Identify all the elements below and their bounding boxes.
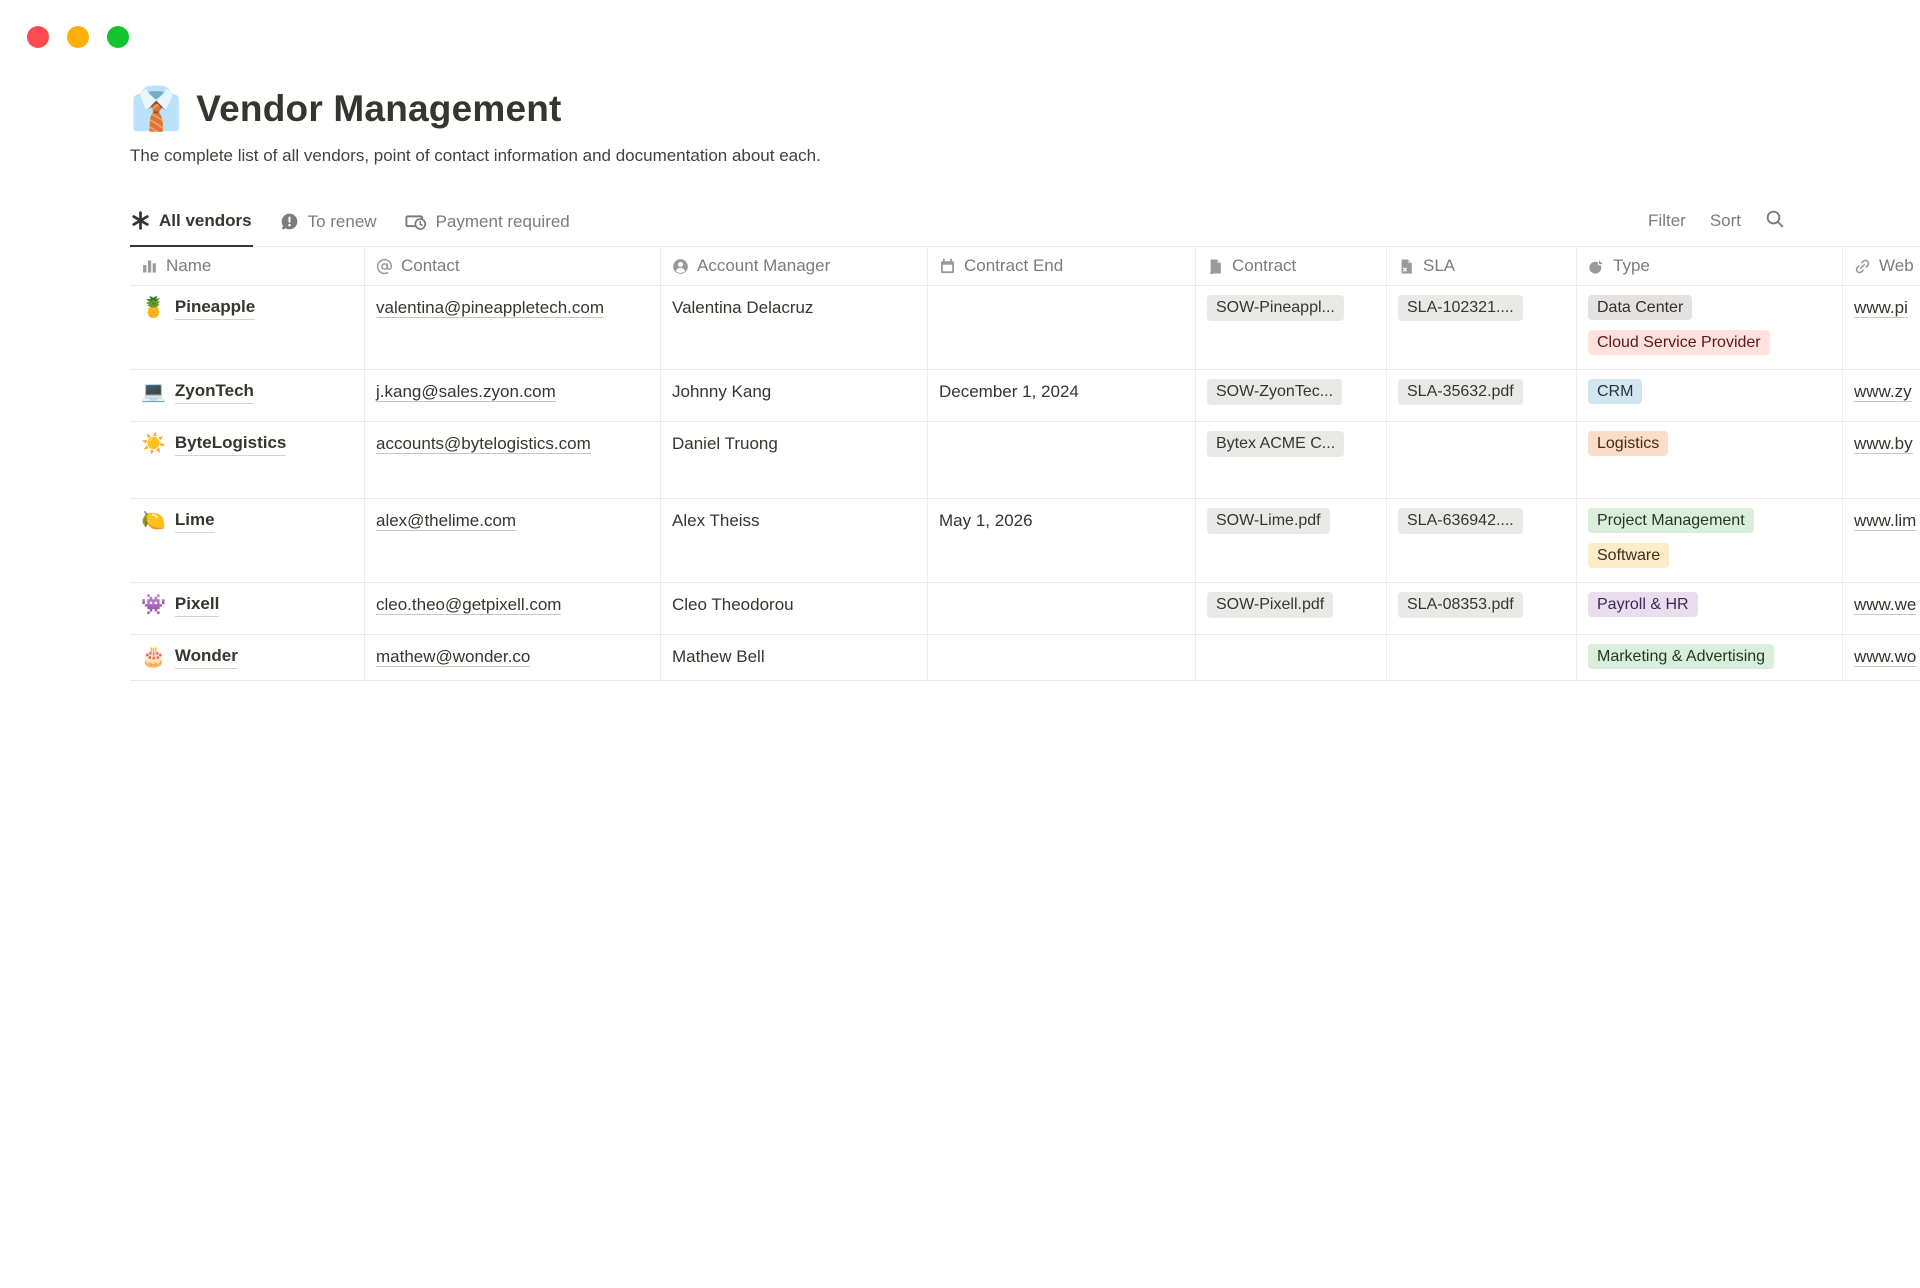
contract-end-cell[interactable] [928,422,1196,498]
account-manager-cell[interactable]: Mathew Bell [661,635,928,680]
sla-file-chip[interactable]: SLA-08353.pdf [1398,592,1523,618]
link-icon [1854,258,1871,275]
contact-email-link[interactable]: alex@thelime.com [376,511,517,530]
type-tag: Payroll & HR [1588,592,1698,617]
contract-cell[interactable] [1196,499,1387,582]
type-tag: Logistics [1588,431,1668,456]
vendor-emoji-icon: 👾 [141,594,166,616]
type-cell[interactable] [1577,370,1843,421]
sla-file-chip[interactable]: SLA-102321.... [1398,295,1523,321]
account-manager-cell[interactable]: Valentina Delacruz [661,286,928,369]
view-tabs [130,196,571,246]
contact-cell[interactable] [365,583,661,634]
name-cell[interactable] [130,286,365,369]
account-manager-cell[interactable]: Daniel Truong [661,422,928,498]
vendor-emoji-icon: ☀️ [141,433,166,455]
contact-email-link[interactable]: mathew@wonder.co [376,647,531,666]
filter-button[interactable]: Filter [1648,211,1686,230]
type-tag: Data Center [1588,295,1692,320]
contact-cell[interactable] [365,499,661,582]
page-header [130,85,1920,166]
page-title: Vendor Management [196,88,562,129]
website-link[interactable]: www.pi [1854,298,1908,317]
type-tag: Software [1588,543,1669,568]
website-link[interactable]: www.wo [1854,647,1917,666]
column-header-contract[interactable]: Contract [1196,247,1387,285]
sla-cell[interactable] [1387,635,1577,680]
view-tab-all-vendors[interactable]: All vendors [130,196,253,247]
vendor-emoji-icon: 🎂 [141,646,166,668]
name-cell[interactable] [130,583,365,634]
contact-email-link[interactable]: j.kang@sales.zyon.com [376,382,556,401]
contact-cell[interactable] [365,286,661,369]
table-row [130,583,1920,635]
type-cell[interactable] [1577,635,1843,680]
account-manager-cell[interactable]: Johnny Kang [661,370,928,421]
contract-end-cell[interactable] [928,635,1196,680]
contract-cell[interactable] [1196,422,1387,498]
page-icon[interactable]: 👔 [130,85,183,132]
at-icon [376,258,393,275]
column-header-account-manager[interactable]: Account Manager [661,247,928,285]
website-link[interactable]: www.by [1854,434,1913,453]
contact-cell[interactable] [365,635,661,680]
table-body [130,286,1920,681]
name-cell[interactable] [130,635,365,680]
sla-cell[interactable] [1387,583,1577,634]
contract-cell[interactable] [1196,370,1387,421]
contract-cell[interactable] [1196,635,1387,680]
vendor-emoji-icon: 🍍 [141,297,166,319]
contract-cell[interactable] [1196,583,1387,634]
vendor-emoji-icon: 🍋 [141,510,166,532]
table-row [130,370,1920,422]
column-header-sla[interactable]: SLA [1387,247,1577,285]
vendor-page-link[interactable]: ZyonTech [175,379,254,404]
file-icon [1207,258,1224,275]
contract-end-cell[interactable]: May 1, 2026 [928,499,1196,582]
type-cell[interactable] [1577,499,1843,582]
type-cell[interactable] [1577,422,1843,498]
web-cell[interactable] [1843,370,1920,421]
view-tab-payment-required[interactable]: Payment required [404,196,571,247]
website-link[interactable]: www.zy [1854,382,1912,401]
web-cell[interactable] [1843,286,1920,369]
person-icon [672,258,689,275]
contract-end-cell[interactable] [928,583,1196,634]
title-icon [141,258,158,275]
sla-file-chip[interactable]: SLA-636942.... [1398,508,1523,534]
contract-file-chip[interactable]: SOW-ZyonTec... [1207,379,1342,405]
search-icon[interactable] [1765,209,1785,234]
vendor-page-link[interactable]: Pineapple [175,295,255,320]
select-icon [1588,258,1605,275]
contract-file-chip[interactable]: SOW-Pixell.pdf [1207,592,1333,618]
vendor-page-link[interactable]: Pixell [175,592,219,617]
view-controls [1648,196,1785,246]
contract-end-cell[interactable]: December 1, 2024 [928,370,1196,421]
table-row [130,499,1920,583]
type-tag: Marketing & Advertising [1588,644,1774,669]
vendor-page-link[interactable]: Lime [175,508,215,533]
table-row [130,422,1920,499]
calendar-icon [939,258,956,275]
vendor-table [130,247,1920,681]
type-tag: Project Management [1588,508,1754,533]
vendor-page-link[interactable]: Wonder [175,644,238,669]
table-row [130,635,1920,681]
window-controls [27,26,129,48]
contract-file-chip[interactable]: Bytex ACME C... [1207,431,1344,457]
type-cell[interactable] [1577,583,1843,634]
website-link[interactable]: www.lim [1854,511,1917,530]
minimize-button[interactable] [67,26,89,48]
close-button[interactable] [27,26,49,48]
type-tag: CRM [1588,379,1642,404]
table-row [130,286,1920,370]
web-cell[interactable] [1843,499,1920,582]
contract-cell[interactable] [1196,286,1387,369]
alert-icon [280,212,299,231]
sort-button[interactable]: Sort [1709,211,1741,230]
name-cell[interactable] [130,370,365,421]
contract-file-chip[interactable]: SOW-Lime.pdf [1207,508,1330,534]
sla-cell[interactable] [1387,286,1577,369]
contract-end-cell[interactable] [928,286,1196,369]
file-x-icon [1398,258,1415,275]
vendor-page-link[interactable]: ByteLogistics [175,431,286,456]
column-header-contract-end[interactable]: Contract End [928,247,1196,285]
zoom-button[interactable] [107,26,129,48]
column-header-contact[interactable]: Contact [365,247,661,285]
web-cell[interactable] [1843,583,1920,634]
website-link[interactable]: www.we [1854,595,1917,614]
sla-cell[interactable] [1387,370,1577,421]
contract-file-chip[interactable]: SOW-Pineappl... [1207,295,1344,321]
column-header-type[interactable]: Type [1577,247,1843,285]
contact-cell[interactable] [365,422,661,498]
account-manager-cell[interactable]: Alex Theiss [661,499,928,582]
column-header-web[interactable]: Web [1843,247,1920,285]
name-cell[interactable] [130,499,365,582]
account-manager-cell[interactable]: Cleo Theodorou [661,583,928,634]
contact-email-link[interactable]: valentina@pineappletech.com [376,298,605,317]
type-cell[interactable] [1577,286,1843,369]
view-toolbar [130,196,1920,247]
sla-cell[interactable] [1387,422,1577,498]
vendor-emoji-icon: 💻 [141,381,166,403]
table-header-row [130,247,1920,286]
column-header-name[interactable]: Name [130,247,365,285]
asterisk-view-icon [131,211,150,230]
payment-clock-icon [405,212,427,231]
type-tag: Cloud Service Provider [1588,330,1770,355]
web-cell[interactable] [1843,635,1920,680]
sla-file-chip[interactable]: SLA-35632.pdf [1398,379,1523,405]
name-cell[interactable] [130,422,365,498]
contact-cell[interactable] [365,370,661,421]
view-tab-to-renew[interactable]: To renew [279,196,378,247]
contact-email-link[interactable]: accounts@bytelogistics.com [376,434,591,453]
page-description: The complete list of all vendors, point of contact information and documentation about each. [130,146,821,165]
sla-cell[interactable] [1387,499,1577,582]
web-cell[interactable] [1843,422,1920,498]
contact-email-link[interactable]: cleo.theo@getpixell.com [376,595,562,614]
